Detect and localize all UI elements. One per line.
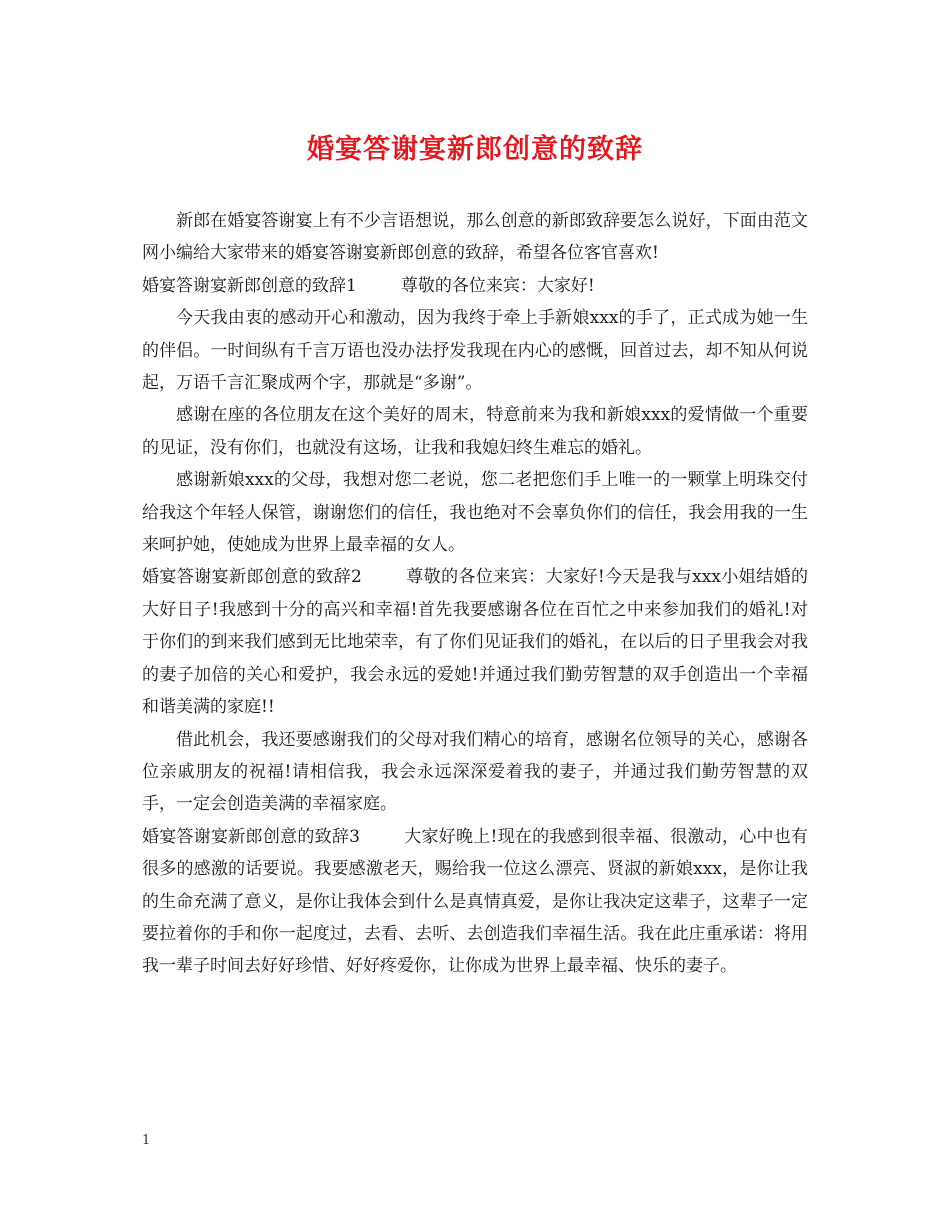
document-title: 婚宴答谢宴新郎创意的致辞	[307, 134, 643, 165]
page-number: 1	[142, 1133, 151, 1148]
speech-2-body: 尊敬的各位来宾：大家好!今天是我与xxx小姐结婚的大好日子!我感到十分的高兴和幸福!首先我要感谢各位在百忙之中来参加我们的婚礼!对于你们的到来我们感到无比地荣幸，有了你们见证我们的婚礼，在以后的日子里我会对我的妻子加倍的关心和爱护，我会永远的爱她!并通过我们勤劳智慧的双手创造出一个幸福和谐美满的家庭!!	[142, 567, 809, 718]
speech-1-greeting: 尊敬的各位来宾：大家好!	[400, 275, 595, 296]
speech-2-paragraph	[142, 561, 808, 723]
speech-2-heading: 婚宴答谢宴新郎创意的致辞2	[142, 567, 362, 588]
speech-3-paragraph	[142, 821, 808, 983]
speech-1-heading: 婚宴答谢宴新郎创意的致辞1	[142, 275, 357, 296]
speech-3-body: 大家好晚上!现在的我感到很幸福、很激动，心中也有很多的感激的话要说。我要感激老天，赐给我一位这么漂亮、贤淑的新娘xxx，是你让我的生命充满了意义，是你让我体会到什么是真情真爱，是你让我决定这辈子，这辈子一定要拉着你的手和你一起度过，去看、去听、去创造我们幸福生活。我在此庄重承诺：将用我一辈子时间去好好珍惜、好好疼爱你，让你成为世界上最幸福、快乐的妻子。	[142, 826, 808, 977]
speech-1-body-paragraph-1: 今天我由衷的感动开心和激动，因为我终于牵上手新娘xxx的手了，正式成为她一生的伴侣。一时间纵有千言万语也没办法抒发我现在内心的感慨，回首过去，却不知从何说起，万语千言汇聚成两个字，那就是“多谢”。	[142, 308, 808, 394]
speech-1-body-paragraph-2: 感谢在座的各位朋友在这个美好的周末，特意前来为我和新娘xxx的爱情做一个重要的见证，没有你们，也就没有这场，让我和我媳妇终生难忘的婚礼。	[142, 405, 808, 458]
speech-2-body-paragraph-2: 借此机会，我还要感谢我们的父母对我们精心的培育，感谢名位领导的关心，感谢各位亲戚朋友的祝福!请相信我，我会永远深深爱着我的妻子，并通过我们勤劳智慧的双手，一定会创造美满的幸福家庭。	[142, 729, 808, 815]
speech-3-heading: 婚宴答谢宴新郎创意的致辞3	[142, 826, 360, 847]
speech-1-body-paragraph-3: 感谢新娘xxx的父母，我想对您二老说，您二老把您们手上唯一的一颗掌上明珠交付给我这个年轻人保管，谢谢您们的信任，我也绝对不会辜负你们的信任，我会用我的一生来呵护她，使她成为世界上最幸福的女人。	[142, 470, 808, 556]
document-body	[142, 205, 808, 983]
intro-paragraph: 新郎在婚宴答谢宴上有不少言语想说，那么创意的新郎致辞要怎么说好，下面由范文网小编给大家带来的婚宴答谢宴新郎创意的致辞，希望各位客官喜欢!	[142, 211, 808, 264]
speech-1-paragraph	[142, 270, 808, 302]
